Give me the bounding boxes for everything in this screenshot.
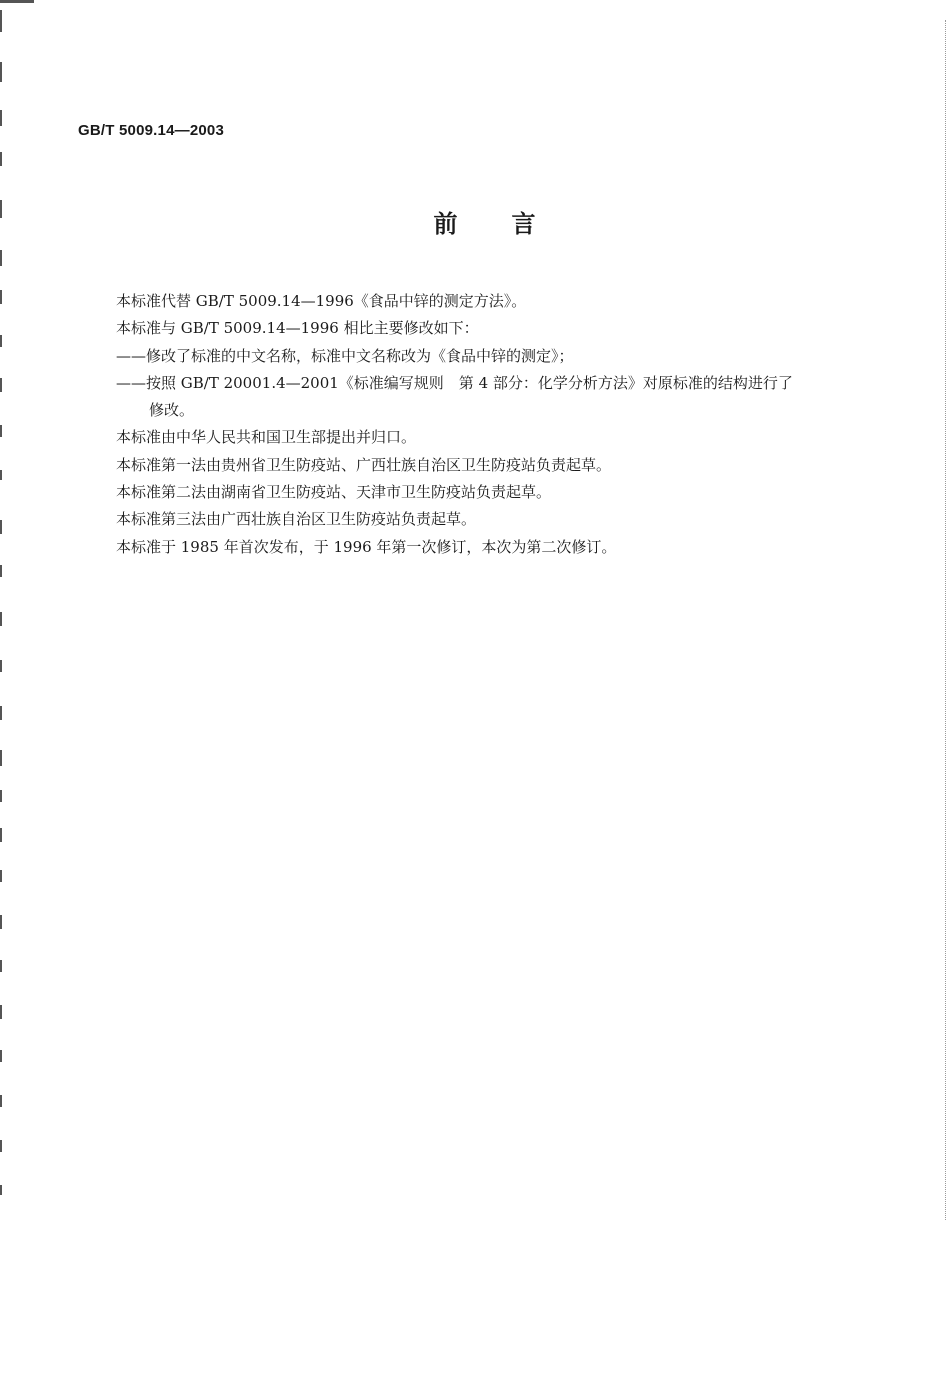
scan-top-mark — [0, 0, 34, 3]
paragraph-changes-intro: 本标准与 GB/T 5009.14—1996 相比主要修改如下： — [116, 319, 479, 338]
paragraph-method-2: 本标准第二法由湖南省卫生防疫站、天津市卫生防疫站负责起草。 — [116, 483, 552, 502]
change-item-structure-cont: 修改。 — [149, 401, 195, 420]
scan-right-edge — [943, 20, 946, 1220]
paragraph-method-1: 本标准第一法由贵州省卫生防疫站、广西壮族自治区卫生防疫站负责起草。 — [116, 455, 612, 474]
page-title: 前言 — [433, 210, 590, 238]
foreword-body — [116, 288, 876, 561]
paragraph-replaces: 本标准代替 GB/T 5009.14—1996《食品中锌的测定方法》。 — [116, 292, 527, 310]
paragraph-method-3: 本标准第三法由广西壮族自治区卫生防疫站负责起草。 — [116, 510, 477, 529]
standard-code: GB/T 5009.14—2003 — [78, 122, 224, 139]
change-item-name: ——修改了标准的中文名称，标准中文名称改为《食品中锌的测定》； — [116, 346, 574, 365]
paragraph-proposer: 本标准由中华人民共和国卫生部提出并归口。 — [116, 428, 417, 447]
scan-left-edge — [0, 0, 4, 1240]
paragraph-history: 本标准于 1985 年首次发布，于 1996 年第一次修订，本次为第二次修订。 — [116, 537, 617, 556]
change-item-structure: ——按照 GB/T 20001.4—2001《标准编写规则 第 4 部分：化学分析方法》对原标准的结构进行了 — [116, 373, 793, 392]
